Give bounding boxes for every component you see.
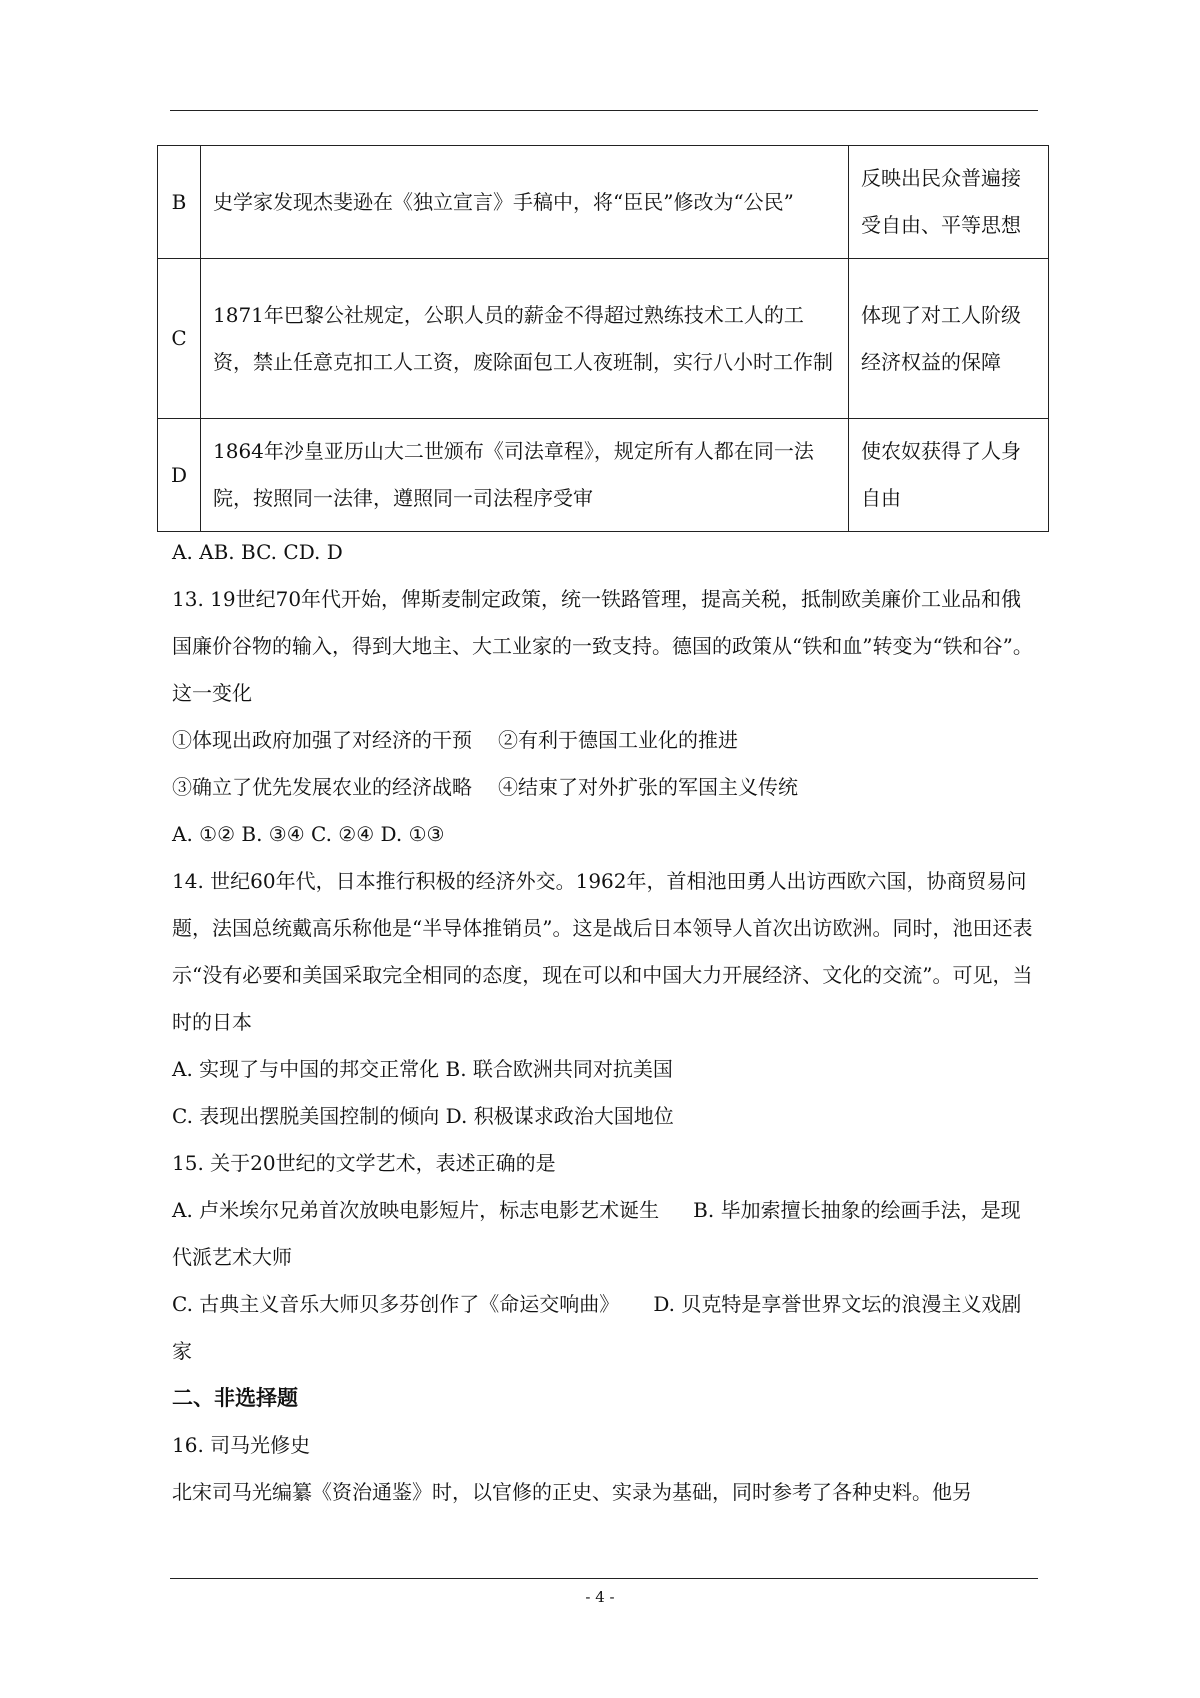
- row-impact: 反映出民众普遍接受自由、平等思想: [849, 146, 1049, 259]
- options-table: [157, 145, 1049, 532]
- q13-item-4: ④结束了对外扩张的军国主义传统: [498, 775, 798, 799]
- q15-option-b: B. 毕加索擅长抽象的绘画手法，是现代派艺术大师: [172, 1198, 1021, 1269]
- row-letter: B: [158, 146, 201, 259]
- q14-options-row2: C. 表现出摆脱美国控制的倾向 D. 积极谋求政治大国地位: [172, 1104, 674, 1128]
- row-content: 史学家发现杰斐逊在《独立宣言》手稿中，将“臣民”修改为“公民”: [201, 146, 849, 259]
- q15-option-c: C. 古典主义音乐大师贝多芬创作了《命运交响曲》: [172, 1292, 620, 1316]
- q16-text: 北宋司马光编纂《资治通鉴》时，以官修的正史、实录为基础，同时参考了各种史料。他另: [172, 1480, 972, 1504]
- row-impact: 体现了对工人阶级经济权益的保障: [849, 259, 1049, 419]
- q13-stem: 13. 19世纪70年代开始，俾斯麦制定政策，统一铁路管理，提高关税，抵制欧美廉价工业品和俄国廉价谷物的输入，得到大地主、大工业家的一致支持。德国的政策从“铁和血”转变为“铁和谷”。这一变化: [172, 587, 1033, 705]
- q12-answer-options: A. AB. BC. CD. D: [172, 540, 343, 564]
- row-content: 1864年沙皇亚历山大二世颁布《司法章程》，规定所有人都在同一法院，按照同一法律，遵照同一司法程序受审: [201, 419, 849, 532]
- table-row: [158, 146, 1049, 259]
- q15-option-d: D. 贝克特是享誉世界文坛的浪漫主义戏剧家: [172, 1292, 1022, 1363]
- q15-options-row2: [172, 1281, 1040, 1375]
- table-row: [158, 259, 1049, 419]
- question-body: [172, 529, 1040, 1516]
- q13-item-2: ②有利于德国工业化的推进: [498, 728, 738, 752]
- header-rule: [170, 110, 1038, 111]
- q13-options: A. ①② B. ③④ C. ②④ D. ①③: [172, 822, 445, 846]
- row-impact: 使农奴获得了人身自由: [849, 419, 1049, 532]
- q14-options-row1: A. 实现了与中国的邦交正常化 B. 联合欧洲共同对抗美国: [172, 1057, 673, 1081]
- row-letter: D: [158, 419, 201, 532]
- table-row: [158, 419, 1049, 532]
- q15-stem: 15. 关于20世纪的文学艺术，表述正确的是: [172, 1151, 556, 1175]
- row-content: 1871年巴黎公社规定，公职人员的薪金不得超过熟练技术工人的工资，禁止任意克扣工人工资，废除面包工人夜班制，实行八小时工作制: [201, 259, 849, 419]
- q13-items-row1: [172, 717, 1040, 764]
- q15-options-row1: [172, 1187, 1040, 1281]
- row-letter: C: [158, 259, 201, 419]
- page-number: - 4 -: [585, 1588, 615, 1606]
- q16-title: 16. 司马光修史: [172, 1433, 311, 1457]
- q13-item-1: ①体现出政府加强了对经济的干预: [172, 728, 472, 752]
- q13-items-row2: [172, 764, 1040, 811]
- q14-stem: 14. 世纪60年代，日本推行积极的经济外交。1962年，首相池田勇人出访西欧六国，协商贸易问题，法国总统戴高乐称他是“半导体推销员”。这是战后日本领导人首次出访欧洲。同时，池田还表示“没有必要和美国采取完全相同的态度，现在可以和中国大力开展经济、文化的交流”。可见，当时的日本: [172, 869, 1033, 1034]
- footer-rule: [170, 1578, 1038, 1579]
- q13-item-3: ③确立了优先发展农业的经济战略: [172, 775, 472, 799]
- section-heading: 二、非选择题: [172, 1386, 298, 1410]
- q15-option-a: A. 卢米埃尔兄弟首次放映电影短片，标志电影艺术诞生: [172, 1198, 660, 1222]
